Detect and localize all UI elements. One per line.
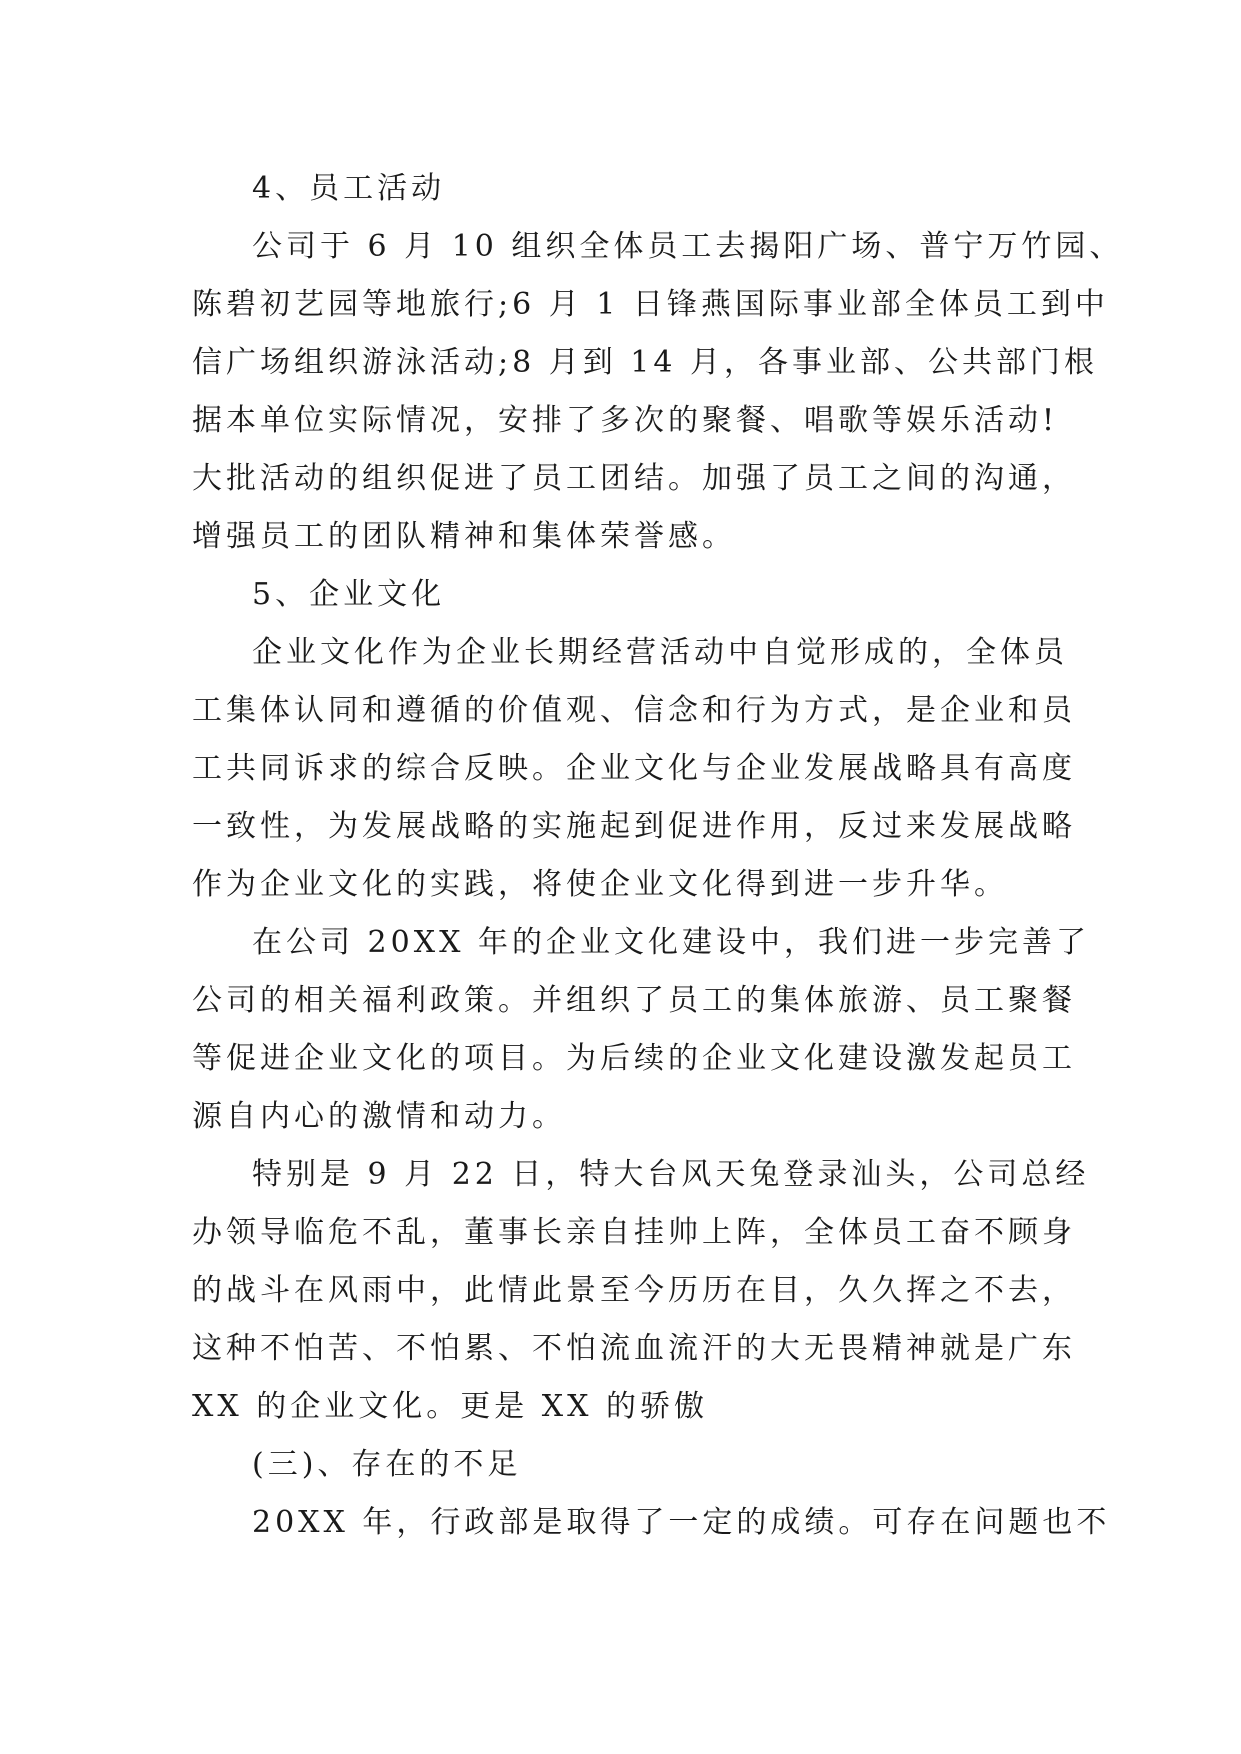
- paragraph-line: 公司于 6 月 10 组织全体员工去揭阳广场、普宁万竹园、: [252, 229, 1124, 264]
- paragraph-line: 大批活动的组织促进了员工团结。加强了员工之间的沟通，: [192, 461, 1076, 496]
- paragraph-line: 增强员工的团队精神和集体荣誉感。: [192, 519, 736, 554]
- paragraph-line: 陈碧初艺园等地旅行;6 月 1 日锋燕国际事业部全体员工到中: [192, 287, 1109, 322]
- heading-employee-activities: 4、员工活动: [252, 171, 446, 206]
- paragraph-line: 工共同诉求的综合反映。企业文化与企业发展战略具有高度: [192, 751, 1076, 786]
- paragraph-line: 这种不怕苦、不怕累、不怕流血流汗的大无畏精神就是广东: [192, 1331, 1076, 1366]
- paragraph-line: 20XX 年，行政部是取得了一定的成绩。可存在问题也不: [252, 1505, 1111, 1540]
- document-page: [192, 160, 1124, 1552]
- paragraph-line: 源自内心的激情和动力。: [192, 1099, 566, 1134]
- paragraph-line: 等促进企业文化的项目。为后续的企业文化建设激发起员工: [192, 1041, 1076, 1076]
- paragraph-line: 公司的相关福利政策。并组织了员工的集体旅游、员工聚餐: [192, 983, 1076, 1018]
- heading-shortcomings: (三)、存在的不足: [252, 1447, 522, 1482]
- heading-corporate-culture: 5、企业文化: [252, 577, 446, 612]
- paragraph-line: 信广场组织游泳活动;8 月到 14 月，各事业部、公共部门根: [192, 345, 1098, 380]
- paragraph-line: 在公司 20XX 年的企业文化建设中，我们进一步完善了: [252, 925, 1090, 960]
- paragraph-line: 的战斗在风雨中，此情此景至今历历在目，久久挥之不去，: [192, 1273, 1076, 1308]
- paragraph-line: 企业文化作为企业长期经营活动中自觉形成的，全体员: [252, 635, 1068, 670]
- paragraph-line: 作为企业文化的实践，将使企业文化得到进一步升华。: [192, 867, 1008, 902]
- paragraph-line: 一致性，为发展战略的实施起到促进作用，反过来发展战略: [192, 809, 1076, 844]
- paragraph-line: 特别是 9 月 22 日，特大台风天兔登录汕头，公司总经: [252, 1157, 1090, 1192]
- paragraph-line: 据本单位实际情况，安排了多次的聚餐、唱歌等娱乐活动!: [192, 403, 1059, 438]
- paragraph-line: XX 的企业文化。更是 XX 的骄傲: [192, 1389, 709, 1424]
- paragraph-line: 办领导临危不乱，董事长亲自挂帅上阵，全体员工奋不顾身: [192, 1215, 1076, 1250]
- paragraph-line: 工集体认同和遵循的价值观、信念和行为方式，是企业和员: [192, 693, 1076, 728]
